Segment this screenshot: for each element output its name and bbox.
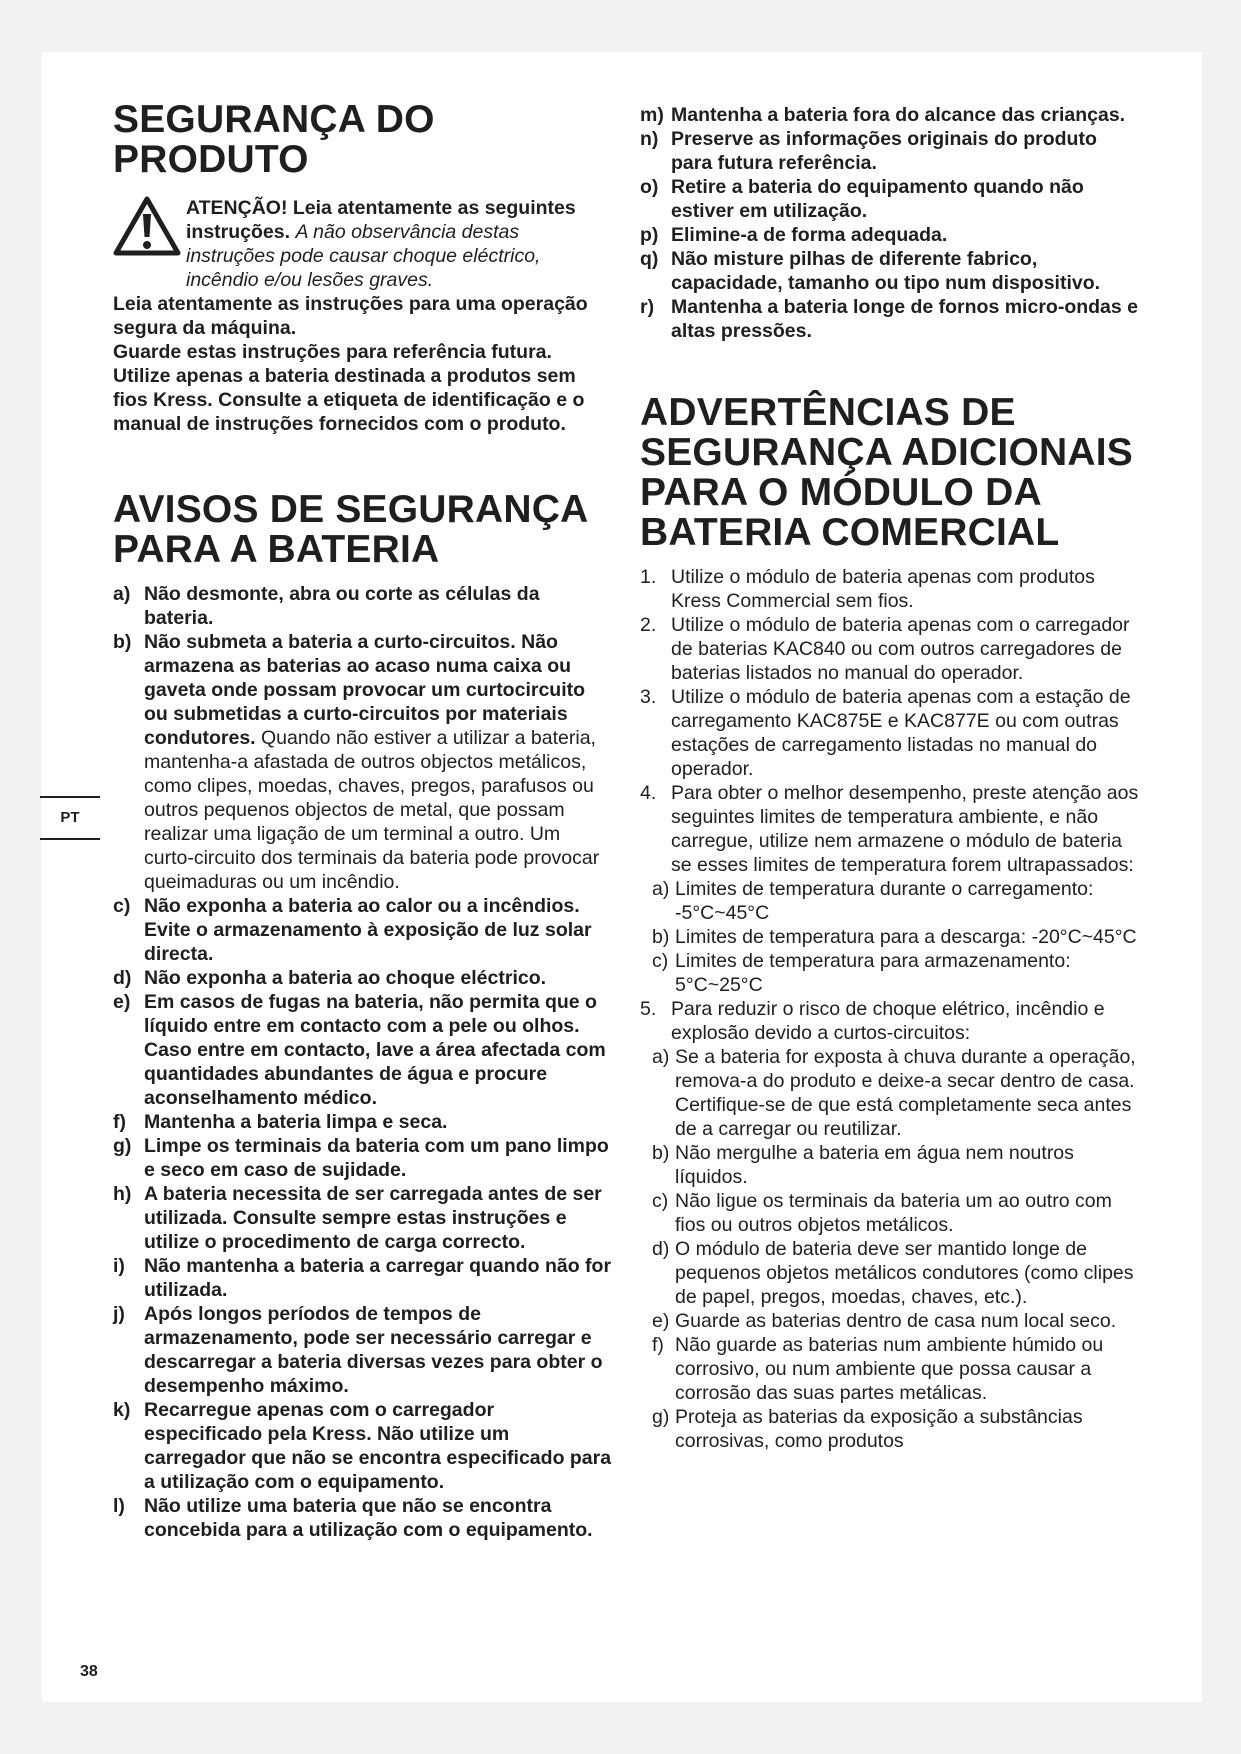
list-marker: i) [113,1255,125,1277]
language-tab [40,796,100,840]
list-item-bold-text: Não desmonte, abra ou corte as células da bateria. [144,583,540,629]
list-item-text: Não guarde as baterias num ambiente húmido ou corrosivo, ou num ambiente que possa causar a corrosão das suas partes metálicas. [675,1334,1104,1404]
list-item-bold-text: Limpe os terminais da bateria com um pano limpo e seco em caso de sujidade. [144,1135,609,1181]
list-item [113,1182,613,1254]
list-item [640,103,1140,127]
list-item-text: Limites de temperatura para a descarga: -20°C~45°C [675,926,1137,948]
sub-list-item [640,925,1140,949]
list-marker: c) [652,1190,669,1212]
list-item-text: Para obter o melhor desempenho, preste atenção aos seguintes limites de temperatura ambiente, e não carregue, utilize nem armazene o módulo de bateria se esses limites de temperatura forem ultrapassados: [671,782,1139,876]
list-marker: c) [113,895,131,917]
sub-list-item [640,1189,1140,1237]
list-marker: d) [113,967,132,989]
list-marker: b) [113,631,132,653]
numbered-list-item [640,565,1140,613]
list-item-text: Não misture pilhas de diferente fabrico, capacidade, tamanho ou tipo num dispositivo. [671,248,1101,294]
additional-warnings-list [640,565,1140,1453]
warning-bold-text: ATENÇÃO! Leia atentamente as seguintes instruções. [186,197,576,243]
numbered-list-item [640,685,1140,781]
sub-list-item [640,1405,1140,1453]
list-item [640,127,1140,175]
list-item-bold-text: Mantenha a bateria limpa e seca. [144,1111,448,1133]
list-item-text: Se a bateria for exposta à chuva durante a operação, remova-a do produto e deixe-a secar dentro de casa. Certifique-se de que está completamente seca antes de a carregar ou reutilizar. [675,1046,1136,1140]
paragraph-use-battery: Utilize apenas a bateria destinada a produtos sem fios Kress. Consulte a etiqueta de identificação e o manual de instruções fornecidos com o produto. [113,365,585,435]
list-marker: b) [652,1142,670,1164]
list-item-text: Guarde as baterias dentro de casa num local seco. [675,1310,1117,1332]
list-item [640,175,1140,223]
sub-list-item [640,1309,1140,1333]
battery-warnings-list [113,582,613,1542]
list-item-bold-text: Recarregue apenas com o carregador especificado pela Kress. Não utilize um carregador que não se encontra especificado para a utilização com o equipamento. [144,1399,612,1493]
list-item-text: Mantenha a bateria fora do alcance das crianças. [671,104,1126,126]
list-item [640,247,1140,295]
list-item-text: Elimine-a de forma adequada. [671,224,948,246]
sub-list-item [640,1237,1140,1309]
numbered-list-item [640,613,1140,685]
list-item-text: Mantenha a bateria longe de fornos micro-ondas e altas pressões. [671,296,1139,342]
page-number: 38 [80,1663,98,1680]
list-item [113,894,613,966]
list-marker: j) [113,1303,125,1325]
list-marker: 2. [640,614,657,636]
left-column [113,100,613,1542]
list-item-text: Utilize o módulo de bateria apenas com a estação de carregamento KAC875E e KAC877E ou com outras estações de carregamento listadas no manual do operador. [671,686,1131,780]
list-marker: m) [640,104,664,126]
list-item [113,582,613,630]
warning-triangle-icon [113,196,181,256]
warning-italic-text: A não observância destas instruções pode causar choque eléctrico, incêndio e/ou lesões graves. [186,221,541,291]
list-item [113,1398,613,1494]
right-column [640,103,1140,1453]
list-item [113,1254,613,1302]
list-item-text: O módulo de bateria deve ser mantido longe de pequenos objetos metálicos condutores (como clipes de papel, pregos, moedas, chaves, etc.). [675,1238,1134,1308]
battery-warnings-list-continued [640,103,1140,343]
list-marker: o) [640,176,659,198]
list-marker: a) [113,583,131,605]
list-item-bold-text: Não submeta a bateria a curto-circuitos. Não armazena as baterias ao acaso numa caixa ou gaveta onde possam provocar um curtocircuito ou submetidas a curto-circuitos por materiais condutores. [144,631,586,749]
list-marker: g) [652,1406,670,1428]
list-marker: p) [640,224,659,246]
list-marker: 3. [640,686,657,708]
list-item-text: Limites de temperatura durante o carregamento: -5°C~45°C [675,878,1094,924]
list-item-text: Não ligue os terminais da bateria um ao outro com fios ou outros objetos metálicos. [675,1190,1112,1236]
list-marker: 4. [640,782,657,804]
warning-text [113,196,613,292]
list-item [113,1302,613,1398]
list-marker: b) [652,926,670,948]
list-item-text: Proteja as baterias da exposição a substâncias corrosivas, como produtos [675,1406,1083,1452]
list-item [113,630,613,894]
list-item-text: Preserve as informações originais do produto para futura referência. [671,128,1097,174]
section-title-battery-warnings: AVISOS DE SEGURANÇA PARA A BATERIA [113,488,588,571]
list-item-bold-text: Em casos de fugas na bateria, não permita que o líquido entre em contacto com a pele ou olhos. Caso entre em contacto, lave a área afectada com quantidades abundantes de água e procure aconselhamento médico. [144,991,606,1109]
list-item [113,1110,613,1134]
sub-list-item [640,949,1140,997]
list-item [113,1134,613,1182]
list-item-text: Para reduzir o risco de choque elétrico, incêndio e explosão devido a curtos-circuitos: [671,998,1105,1044]
list-marker: d) [652,1238,670,1260]
numbered-list-item [640,997,1140,1045]
sub-list-item [640,1333,1140,1405]
list-item [640,295,1140,343]
numbered-list-item [640,781,1140,877]
section-title-product-safety: SEGURANÇA DO PRODUTO [113,98,435,181]
list-marker: n) [640,128,659,150]
list-item [113,966,613,990]
list-marker: h) [113,1183,132,1205]
list-item-text: Utilize o módulo de bateria apenas com o carregador de baterias KAC840 ou com outros carregadores de baterias listados no manual do operador. [671,614,1130,684]
list-item-text: Retire a bateria do equipamento quando não estiver em utilização. [671,176,1084,222]
list-item-bold-text: Não exponha a bateria ao choque eléctrico. [144,967,547,989]
paragraph-read-instructions: Leia atentamente as instruções para uma operação segura da máquina. [113,293,588,339]
list-marker: 5. [640,998,657,1020]
list-marker: c) [652,950,669,972]
list-marker: a) [652,1046,670,1068]
list-marker: e) [113,991,131,1013]
warning-block [113,196,613,292]
list-item-text: Quando não estiver a utilizar a bateria, mantenha-a afastada de outros objectos metálicos, como clipes, moedas, chaves, pregos, parafusos ou outros pequenos objectos de metal, que possam realizar uma ligação de um terminal a outro. Um curto-circuito dos terminais da bateria pode provocar queimaduras ou um incêndio. [144,727,600,893]
list-marker: f) [113,1111,126,1133]
list-item-bold-text: Não exponha a bateria ao calor ou a incêndios. Evite o armazenamento à exposição de luz solar directa. [144,895,592,965]
list-item-bold-text: A bateria necessita de ser carregada antes de ser utilizada. Consulte sempre estas instruções e utilize o procedimento de carga correcto. [144,1183,602,1253]
list-marker: 1. [640,566,657,588]
tab-divider-bottom [40,838,100,840]
section-title-additional-warnings: ADVERTÊNCIAS DE SEGURANÇA ADICIONAIS PARA O MÓDULO DA BATERIA COMERCIAL [640,391,1133,554]
list-marker: f) [652,1334,664,1356]
sub-list-item [640,1141,1140,1189]
sub-list-item [640,1045,1140,1141]
list-marker: k) [113,1399,131,1421]
list-item-text: Utilize o módulo de bateria apenas com produtos Kress Commercial sem fios. [671,566,1095,612]
list-item-text: Não mergulhe a bateria em água nem noutros líquidos. [675,1142,1074,1188]
sub-list-item [640,877,1140,925]
list-item [113,1494,613,1542]
list-marker: r) [640,296,655,318]
list-marker: a) [652,878,670,900]
list-item-bold-text: Não utilize uma bateria que não se encontra concebida para a utilização com o equipamento. [144,1495,593,1541]
language-label: PT [60,809,80,826]
list-marker: g) [113,1135,132,1157]
list-item [113,990,613,1110]
list-marker: e) [652,1310,670,1332]
list-item [640,223,1140,247]
list-item-bold-text: Não mantenha a bateria a carregar quando não for utilizada. [144,1255,612,1301]
list-marker: l) [113,1495,125,1517]
list-item-text: Limites de temperatura para armazenamento: 5°C~25°C [675,950,1071,996]
paragraph-keep-instructions: Guarde estas instruções para referência futura. [113,341,552,363]
list-marker: q) [640,248,659,270]
list-item-bold-text: Após longos períodos de tempos de armazenamento, pode ser necessário carregar e descarregar a bateria diversas vezes para obter o desempenho máximo. [144,1303,603,1397]
